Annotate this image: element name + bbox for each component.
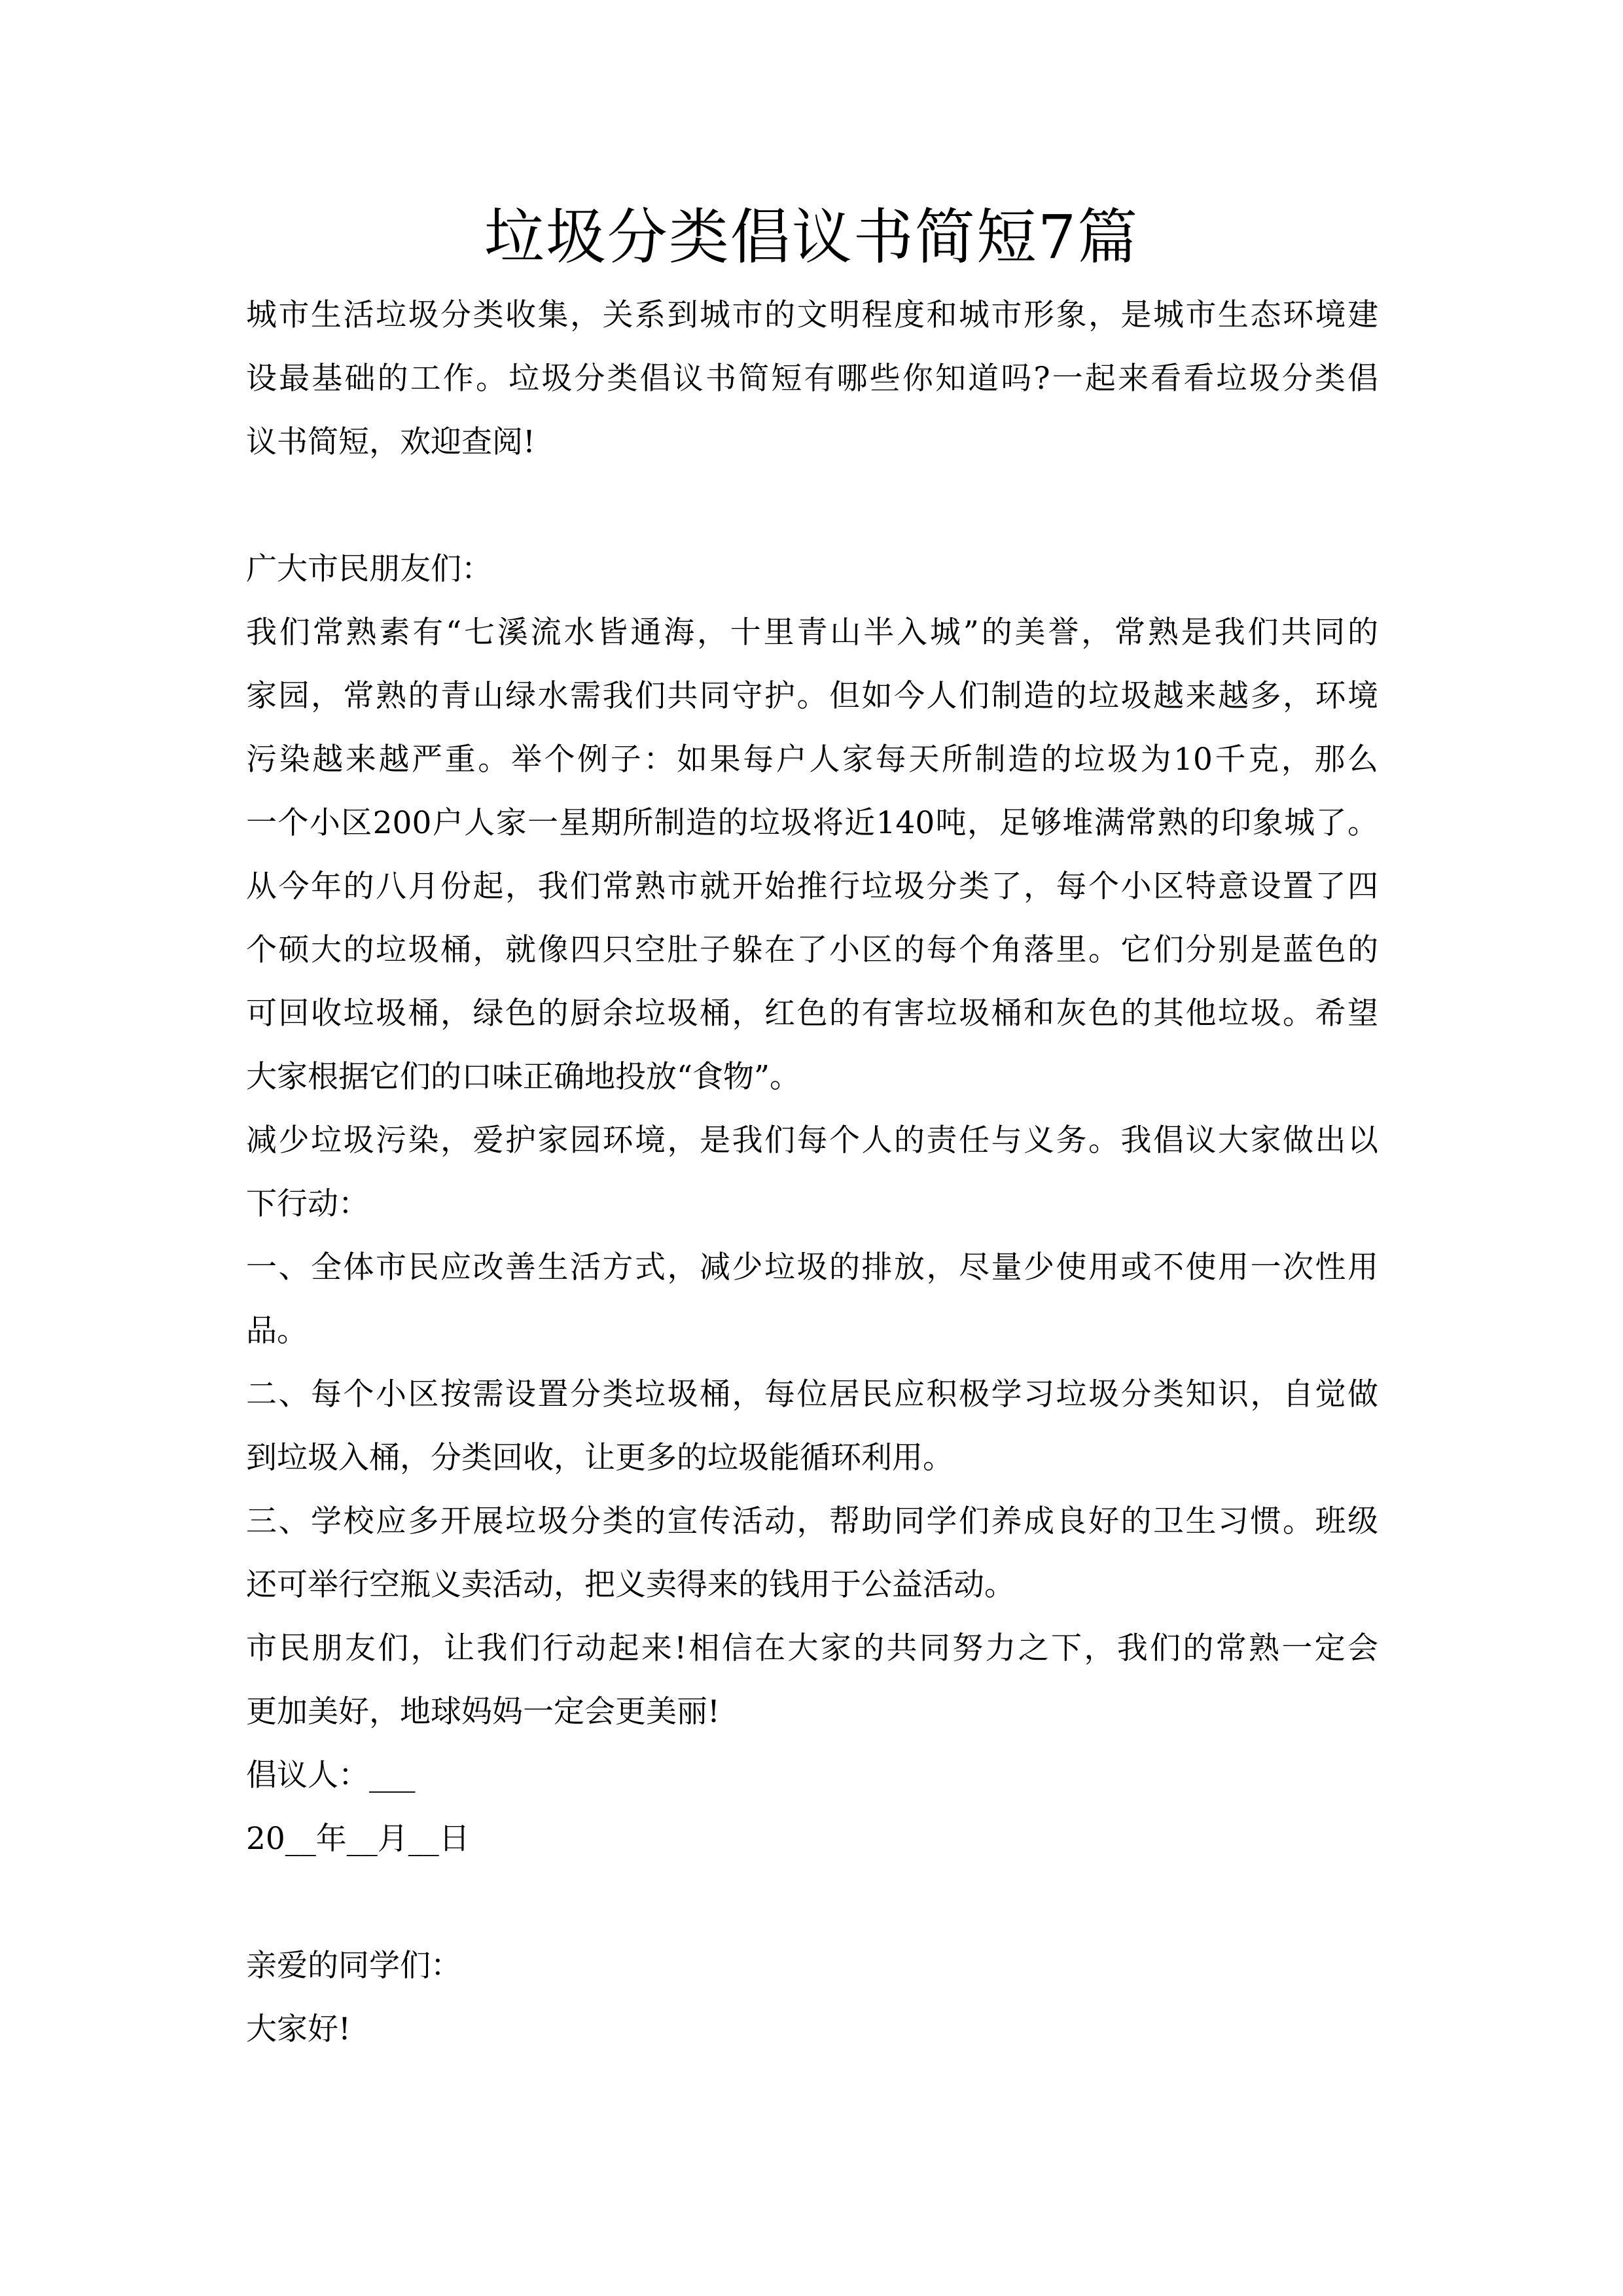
paragraph-line: 我们常熟素有“七溪流水皆通海，十里青山半入城”的美誉，常熟是我们共同的 bbox=[246, 615, 1378, 651]
paragraph-line: 二、每个小区按需设置分类垃圾桶，每位居民应积极学习垃圾分类知识，自觉做 bbox=[246, 1376, 1378, 1412]
blank-line bbox=[246, 1871, 1378, 1934]
paragraph-line: 个硕大的垃圾桶，就像四只空肚子躲在了小区的每个角落里。它们分别是蓝色的 bbox=[246, 932, 1378, 968]
paragraph-line: 市民朋友们，让我们行动起来!相信在大家的共同努力之下，我们的常熟一定会 bbox=[246, 1630, 1378, 1666]
paragraph-line: 可回收垃圾桶，绿色的厨余垃圾桶，红色的有害垃圾桶和灰色的其他垃圾。希望 bbox=[246, 996, 1378, 1031]
letter2-greeting: 大家好! bbox=[246, 2011, 351, 2047]
intro-paragraph bbox=[246, 283, 1378, 474]
proposal-item-1 bbox=[246, 1236, 1378, 1363]
proposal-item-2 bbox=[246, 1363, 1378, 1490]
paragraph-line: 污染越来越严重。举个例子：如果每户人家每天所制造的垃圾为10千克，那么 bbox=[246, 742, 1378, 778]
paragraph-line: 还可举行空瓶义卖活动，把义卖得来的钱用于公益活动。 bbox=[246, 1567, 1015, 1603]
paragraph-line: 更加美好，地球妈妈一定会更美丽! bbox=[246, 1694, 720, 1730]
intro-line: 设最基础的工作。垃圾分类倡议书简短有哪些你知道吗?一起来看看垃圾分类倡 bbox=[246, 361, 1378, 397]
document-title: 垃圾分类倡议书简短7篇 bbox=[484, 202, 1139, 272]
paragraph-line: 一、全体市民应改善生活方式，减少垃圾的排放，尽量少使用或不使用一次性用 bbox=[246, 1249, 1378, 1285]
letter-2 bbox=[246, 1934, 1378, 2061]
letter1-closing bbox=[246, 1617, 1378, 1744]
letter-1 bbox=[246, 537, 1378, 1871]
intro-line: 议书简短，欢迎查阅! bbox=[246, 424, 535, 460]
intro-line: 城市生活垃圾分类收集，关系到城市的文明程度和城市形象，是城市生态环境建 bbox=[246, 297, 1378, 333]
signer-line: 倡议人：___ bbox=[246, 1757, 416, 1793]
paragraph-line: 大家根据它们的口味正确地投放“食物”。 bbox=[246, 1059, 801, 1095]
paragraph-line: 三、学校应多开展垃圾分类的宣传活动，帮助同学们养成良好的卫生习惯。班级 bbox=[246, 1503, 1378, 1539]
paragraph-line: 减少垃圾污染，爱护家园环境，是我们每个人的责任与义务。我倡议大家做出以 bbox=[246, 1122, 1378, 1158]
document-body bbox=[246, 283, 1378, 2061]
paragraph-line: 家园，常熟的青山绿水需我们共同守护。但如今人们制造的垃圾越来越多，环境 bbox=[246, 678, 1378, 714]
letter2-salutation: 亲爱的同学们： bbox=[246, 1948, 461, 1984]
paragraph-line: 到垃圾入桶，分类回收，让更多的垃圾能循环利用。 bbox=[246, 1440, 954, 1476]
blank-line bbox=[246, 474, 1378, 537]
letter1-salutation: 广大市民朋友们： bbox=[246, 551, 492, 587]
date-line: 20__年__月__日 bbox=[246, 1821, 470, 1857]
paragraph-line: 从今年的八月份起，我们常熟市就开始推行垃圾分类了，每个小区特意设置了四 bbox=[246, 869, 1378, 905]
paragraph-line: 品。 bbox=[246, 1313, 308, 1349]
paragraph-line: 一个小区200户人家一星期所制造的垃圾将近140吨，足够堆满常熟的印象城了。 bbox=[246, 805, 1378, 841]
letter1-paragraph-2 bbox=[246, 1109, 1378, 1236]
proposal-item-3 bbox=[246, 1490, 1378, 1617]
letter1-paragraph-1 bbox=[246, 601, 1378, 1109]
paragraph-line: 下行动： bbox=[246, 1186, 369, 1222]
